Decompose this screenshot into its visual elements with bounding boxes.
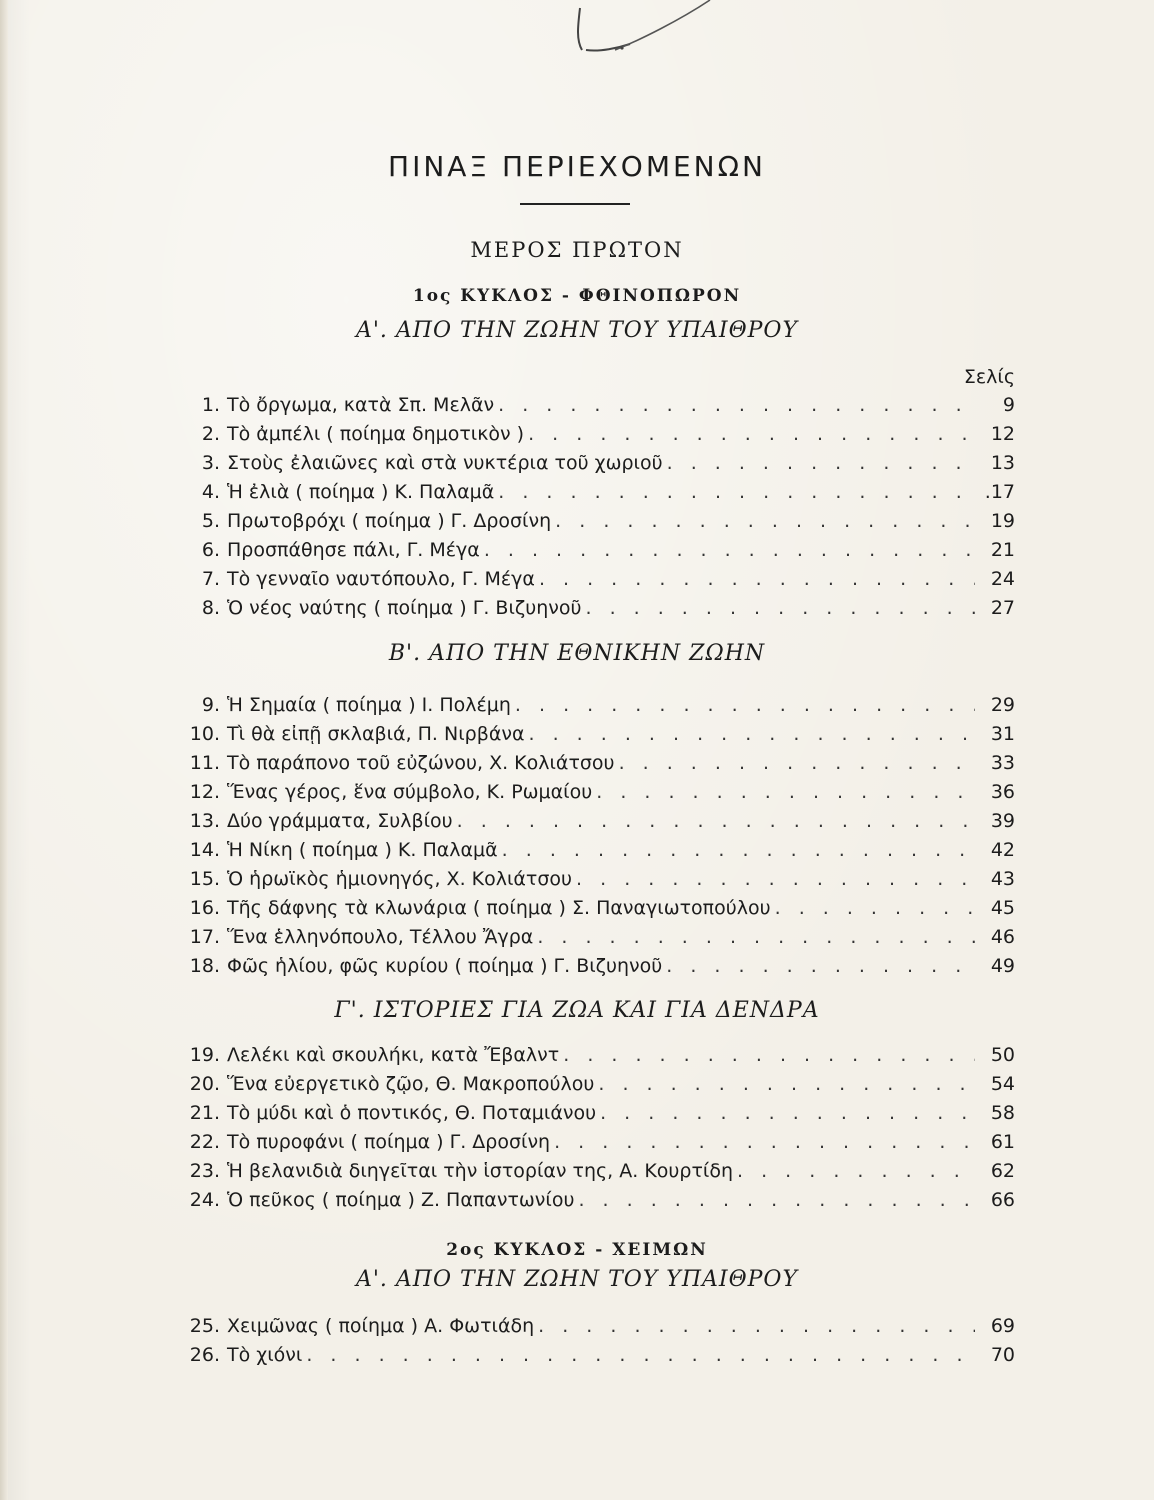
entry-page-number: 12 — [990, 423, 1015, 445]
entry-number: 10. — [189, 723, 220, 745]
entry-page-number: 19 — [990, 510, 1015, 532]
entry-number: 6. — [201, 539, 220, 561]
entry-number: 15. — [189, 868, 220, 890]
toc-entry — [180, 694, 1015, 723]
entry-number: 21. — [189, 1102, 220, 1124]
toc-entry — [180, 481, 1015, 510]
page-column-label: Σελίς — [963, 366, 1015, 388]
entry-page-number: 46 — [990, 926, 1015, 948]
entry-page-number: 49 — [990, 955, 1015, 977]
dot-leader — [737, 1160, 975, 1182]
dot-leader — [484, 539, 975, 561]
dot-leader — [554, 1131, 975, 1153]
entry-page-number: 42 — [990, 839, 1015, 861]
dot-leader — [563, 1044, 975, 1066]
entry-title: Προσπάθησε πάλι, Γ. Μέγα — [227, 539, 480, 561]
dot-leader — [539, 568, 975, 590]
entry-title: Τὸ χιόνι — [227, 1344, 303, 1366]
entry-number: 1. — [201, 394, 220, 416]
cycle-heading-2: 2ος ΚΥΚΛΟΣ - ΧΕΙΜΩΝ — [446, 1240, 708, 1260]
toc-entry — [180, 926, 1015, 955]
toc-section-b — [180, 694, 1015, 984]
entry-title: Στοὺς ἐλαιῶνες καὶ στὰ νυκτέρια τοῦ χωριοῦ — [227, 452, 663, 474]
entry-page-number: 29 — [990, 694, 1015, 716]
handwritten-signature — [560, 0, 750, 70]
dot-leader — [529, 723, 975, 745]
entry-title: Λελέκι καὶ σκουλήκι, κατὰ Ἔβαλντ — [227, 1044, 560, 1066]
entry-number: 17. — [189, 926, 220, 948]
entry-page-number: 54 — [990, 1073, 1015, 1095]
dot-leader — [502, 839, 975, 861]
section-heading-a-winter: Α'. ΑΠΟ ΤΗΝ ΖΩΗΝ ΤΟΥ ΥΠΑΙΘΡΟΥ — [356, 1267, 798, 1292]
toc-entry — [180, 868, 1015, 897]
section-heading-b: Β'. ΑΠΟ ΤΗΝ ΕΘΝΙΚΗΝ ΖΩΗΝ — [388, 641, 766, 666]
entry-number: 23. — [189, 1160, 220, 1182]
entry-title: Τὸ γενναῖο ναυτόπουλο, Γ. Μέγα — [227, 568, 535, 590]
entry-number: 19. — [189, 1044, 220, 1066]
toc-entry — [180, 781, 1015, 810]
entry-number: 14. — [189, 839, 220, 861]
entry-number: 20. — [189, 1073, 220, 1095]
entry-number: 13. — [189, 810, 220, 832]
toc-entry — [180, 1315, 1015, 1344]
entry-number: 9. — [201, 694, 220, 716]
entry-page-number: 33 — [990, 752, 1015, 774]
toc-entry — [180, 1131, 1015, 1160]
toc-entry — [180, 723, 1015, 752]
entry-title: Ἡ Νίκη ( ποίημα ) Κ. Παλαμᾶ — [227, 839, 498, 861]
toc-section-a — [180, 394, 1015, 626]
entry-title: Ὁ ἡρωϊκὸς ἡμιονηγός, Χ. Κολιάτσου — [227, 868, 573, 890]
entry-page-number: 36 — [990, 781, 1015, 803]
entry-number: 24. — [189, 1189, 220, 1211]
dot-leader — [457, 810, 975, 832]
entry-page-number: 39 — [990, 810, 1015, 832]
entry-title: Τὸ ὄργωμα, κατὰ Σπ. Μελᾶν — [227, 394, 495, 416]
entry-title: Τὸ πυροφάνι ( ποίημα ) Γ. Δροσίνη — [227, 1131, 551, 1153]
toc-entry — [180, 394, 1015, 423]
entry-title: Τῆς δάφνης τὰ κλωνάρια ( ποίημα ) Σ. Παναγιωτοπούλου — [227, 897, 771, 919]
toc-entry — [180, 452, 1015, 481]
toc-entry — [180, 955, 1015, 984]
entry-title: Τὸ παράπονο τοῦ εὐζώνου, Χ. Κολιάτσου — [227, 752, 615, 774]
entry-title: Τὸ μύδι καὶ ὁ ποντικός, Θ. Ποταμιάνου — [227, 1102, 597, 1124]
entry-page-number: 9 — [1002, 394, 1015, 416]
dot-leader — [498, 394, 975, 416]
toc-entry — [180, 1102, 1015, 1131]
entry-title: Δύο γράμματα, Συλβίου — [227, 810, 453, 832]
dot-leader — [538, 1315, 975, 1337]
entry-title: Χειμῶνας ( ποίημα ) Α. Φωτιάδη — [227, 1315, 535, 1337]
section-heading-a: Α'. ΑΠΟ ΤΗΝ ΖΩΗΝ ΤΟΥ ΥΠΑΙΘΡΟΥ — [356, 318, 798, 343]
toc-entry — [180, 810, 1015, 839]
entry-page-number: 31 — [990, 723, 1015, 745]
entry-number: 22. — [189, 1131, 220, 1153]
entry-title: Ἕνας γέρος, ἕνα σύμβολο, Κ. Ρωμαίου — [227, 781, 593, 803]
entry-number: 2. — [201, 423, 220, 445]
entry-number: 12. — [189, 781, 220, 803]
toc-entry — [180, 752, 1015, 781]
entry-page-number: 62 — [990, 1160, 1015, 1182]
toc-entry — [180, 839, 1015, 868]
entry-title: Τὶ θὰ εἰπῇ σκλαβιά, Π. Νιρβάνα — [227, 723, 525, 745]
entry-page-number: 69 — [990, 1315, 1015, 1337]
toc-entry — [180, 1160, 1015, 1189]
dot-leader — [619, 752, 975, 774]
entry-page-number: .17 — [984, 481, 1015, 503]
dot-leader — [528, 423, 975, 445]
entry-page-number: 58 — [990, 1102, 1015, 1124]
section-heading-c: Γ'. ΙΣΤΟΡΙΕΣ ΓΙΑ ΖΩΑ ΚΑΙ ΓΙΑ ΔΕΝΔΡΑ — [334, 998, 820, 1023]
entry-page-number: 61 — [990, 1131, 1015, 1153]
entry-number: 5. — [201, 510, 220, 532]
entry-title: Ἕνα ἑλληνόπουλο, Τέλλου Ἄγρα — [227, 926, 534, 948]
dot-leader — [596, 781, 975, 803]
dot-leader — [667, 452, 975, 474]
entry-number: 8. — [201, 597, 220, 619]
dot-leader — [306, 1344, 975, 1366]
dot-leader — [598, 1073, 975, 1095]
entry-page-number: 70 — [990, 1344, 1015, 1366]
toc-entry — [180, 510, 1015, 539]
entry-page-number: 50 — [990, 1044, 1015, 1066]
dot-leader — [576, 868, 975, 890]
entry-number: 4. — [201, 481, 220, 503]
entry-title: Πρωτοβρόχι ( ποίημα ) Γ. Δροσίνη — [227, 510, 552, 532]
dot-leader — [666, 955, 975, 977]
entry-number: 25. — [189, 1315, 220, 1337]
dot-leader — [498, 481, 975, 503]
entry-page-number: 21 — [990, 539, 1015, 561]
entry-title: Ὁ πεῦκος ( ποίημα ) Ζ. Παπαντωνίου — [227, 1189, 575, 1211]
toc-entry — [180, 423, 1015, 452]
dot-leader — [585, 597, 975, 619]
part-heading: ΜΕΡΟΣ ΠΡΩΤΟΝ — [470, 238, 684, 262]
entry-title: Τὸ ἀμπέλι ( ποίημα δημοτικὸν ) — [227, 423, 525, 445]
dot-leader — [515, 694, 975, 716]
toc-entry — [180, 1189, 1015, 1218]
entry-page-number: 66 — [990, 1189, 1015, 1211]
dot-leader — [775, 897, 975, 919]
toc-entry — [180, 539, 1015, 568]
entry-number: 3. — [201, 452, 220, 474]
toc-entry — [180, 897, 1015, 926]
dot-leader — [578, 1189, 975, 1211]
dot-leader — [537, 926, 975, 948]
entry-number: 16. — [189, 897, 220, 919]
entry-number: 7. — [201, 568, 220, 590]
entry-page-number: 27 — [990, 597, 1015, 619]
entry-title: Ἡ βελανιδιὰ διηγεῖται τὴν ἱστορίαν της, Α. Κουρτίδη — [227, 1160, 734, 1182]
toc-entry — [180, 597, 1015, 626]
entry-number: 11. — [189, 752, 220, 774]
entry-number: 18. — [189, 955, 220, 977]
dot-leader — [600, 1102, 975, 1124]
entry-page-number: 13 — [990, 452, 1015, 474]
entry-page-number: 45 — [990, 897, 1015, 919]
entry-page-number: 43 — [990, 868, 1015, 890]
toc-entry — [180, 568, 1015, 597]
toc-entry — [180, 1073, 1015, 1102]
title-rule — [520, 203, 630, 205]
cycle-heading-1: 1ος ΚΥΚΛΟΣ - ΦΘΙΝΟΠΩΡΟΝ — [412, 286, 742, 306]
entry-page-number: 24 — [990, 568, 1015, 590]
toc-section-c — [180, 1044, 1015, 1218]
entry-title: Ἡ Σημαία ( ποίημα ) Ι. Πολέμη — [227, 694, 511, 716]
page-title: ΠΙΝΑΞ ΠΕΡΙΕΧΟΜΕΝΩΝ — [388, 150, 766, 183]
toc-entry — [180, 1044, 1015, 1073]
toc-entry — [180, 1344, 1015, 1373]
toc-section-a-winter — [180, 1315, 1015, 1373]
entry-number: 26. — [189, 1344, 220, 1366]
entry-title: Φῶς ἡλίου, φῶς κυρίου ( ποίημα ) Γ. Βιζυηνοῦ — [227, 955, 663, 977]
dot-leader — [555, 510, 975, 532]
entry-title: Ὁ νέος ναύτης ( ποίημα ) Γ. Βιζυηνοῦ — [227, 597, 582, 619]
entry-title: Ἕνα εὐεργετικὸ ζῷο, Θ. Μακροπούλου — [227, 1073, 595, 1095]
entry-title: Ἡ ἐλιὰ ( ποίημα ) Κ. Παλαμᾶ — [227, 481, 495, 503]
